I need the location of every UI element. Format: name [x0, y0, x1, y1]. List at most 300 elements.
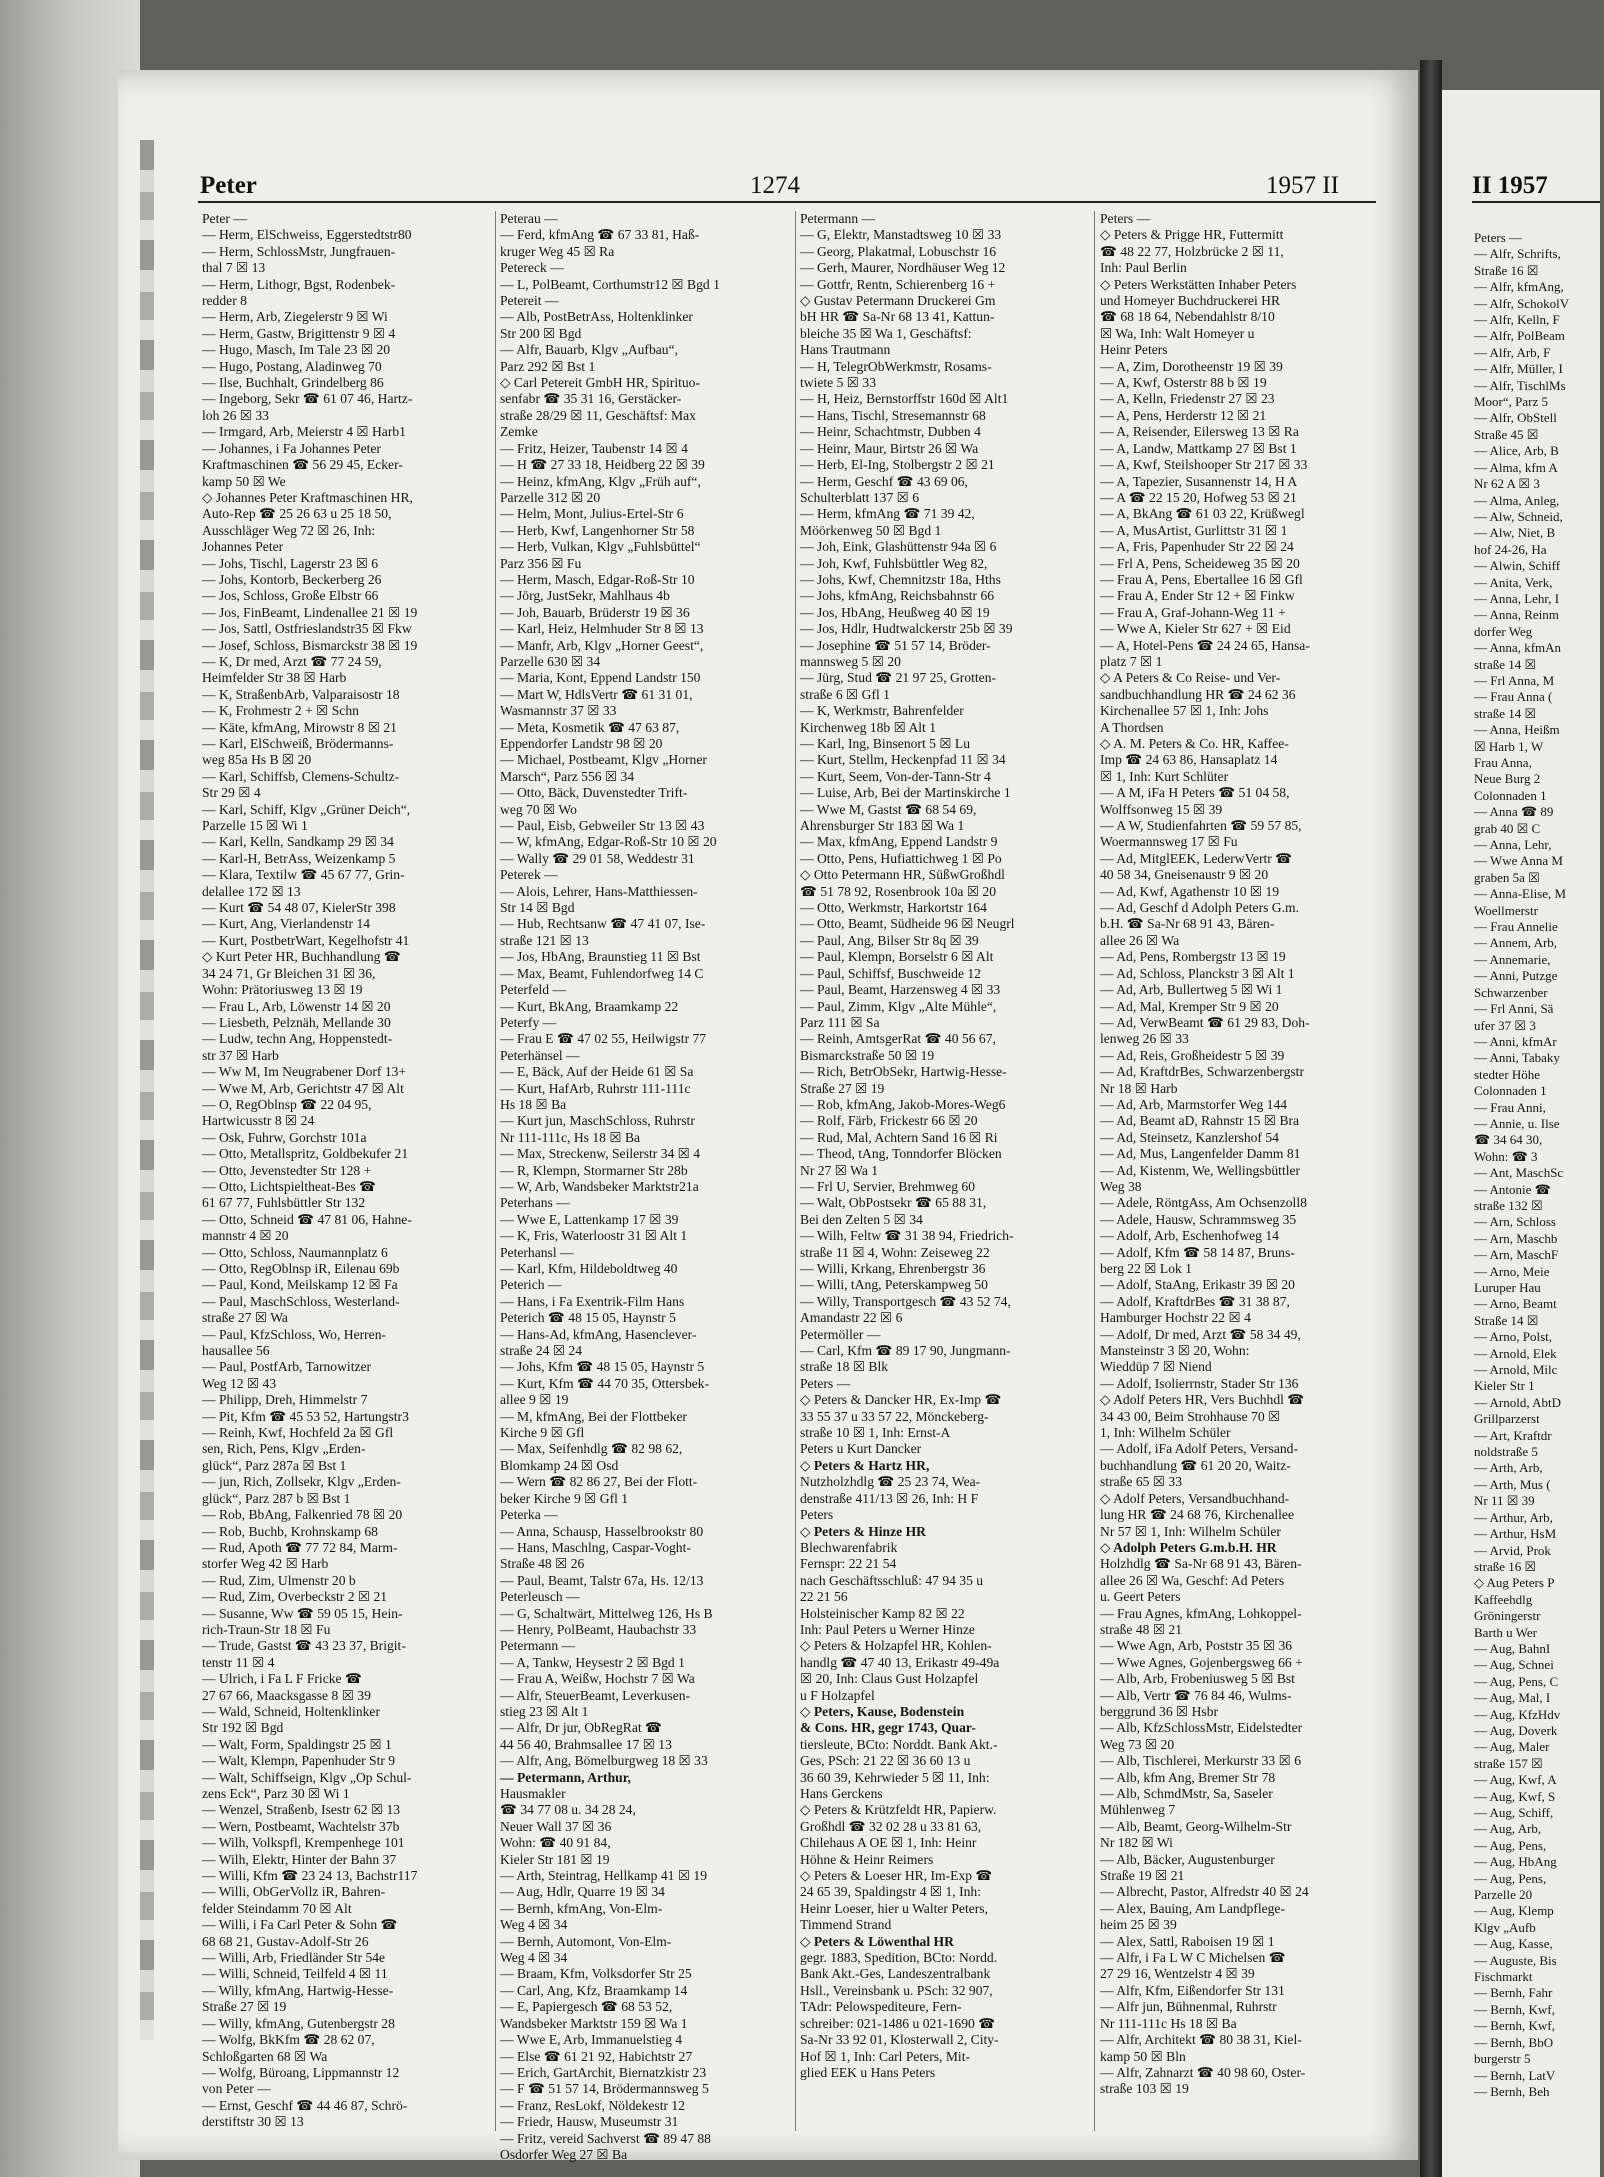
- facing-page-entry: — Arthur, HsM: [1474, 1526, 1557, 1542]
- directory-entry: allee 26 ☒ Wa: [1100, 932, 1180, 948]
- directory-entry: ◇ Peters & Loeser HR, Im-Exp ☎: [800, 1868, 993, 1884]
- directory-entry: Osdorfer Weg 27 ☒ Ba: [500, 2146, 628, 2162]
- facing-page-entry: — Arth, Arb,: [1474, 1460, 1543, 1476]
- directory-entry: von Peter —: [202, 2081, 271, 2097]
- directory-entry: — Kurt, HafArb, Ruhrstr 111-111c: [500, 1080, 691, 1096]
- directory-entry: — Alfr, Bauarb, Klgv „Aufbau“,: [500, 342, 679, 358]
- facing-page-entry: straße 14 ☒: [1474, 656, 1537, 672]
- directory-entry: — Petermann, Arthur,: [500, 1769, 631, 1785]
- directory-entry: — Frau L, Arb, Löwenstr 14 ☒ 20: [202, 998, 391, 1014]
- directory-entry: ◇ Otto Petermann HR, SüßwGroßhdl: [800, 867, 1005, 883]
- directory-entry: sen, Rich, Pens, Klgv „Erden-: [202, 1441, 366, 1457]
- directory-entry: Straße 27 ☒ 19: [800, 1080, 885, 1096]
- directory-entry: — Herm, SchlossMstr, Jungfrauen-: [202, 243, 396, 259]
- facing-page-entry: — Alw, Niet, B: [1474, 525, 1556, 541]
- directory-entry: — Kurt, Ang, Vierlandenstr 14: [202, 916, 371, 932]
- directory-entry: — Paul, PostfArb, Tarnowitzer: [202, 1359, 372, 1375]
- directory-entry: hausallee 56: [202, 1343, 270, 1359]
- facing-page-entry: — Anita, Verk,: [1474, 574, 1553, 590]
- directory-entry: Schloßgarten 68 ☒ Wa: [202, 2048, 328, 2064]
- facing-page-entry: — Alfr, ObStell: [1474, 410, 1557, 426]
- directory-entry: — Alb, Vertr ☎ 76 84 46, Wulms-: [1100, 1687, 1292, 1703]
- directory-entry: ◇ Carl Petereit GmbH HR, Spirituo-: [500, 375, 700, 391]
- facing-page-entry: Wohn: ☎ 3: [1474, 1148, 1538, 1164]
- directory-entry: — Paul, Schiffsf, Buschweide 12: [800, 965, 981, 981]
- directory-entry: 27 67 66, Maacksgasse 8 ☒ 39: [202, 1687, 371, 1703]
- directory-entry: buchhandlung ☎ 61 20 20, Waitz-: [1100, 1457, 1291, 1473]
- directory-entry: glück“, Parz 287a ☒ Bst 1: [202, 1457, 347, 1473]
- directory-entry: — Jörg, JustSekr, Mahlhaus 4b: [500, 588, 670, 604]
- directory-entry: — H, TelegrObWerkmstr, Rosams-: [800, 358, 992, 374]
- directory-entry: Marsch“, Parz 556 ☒ 34: [500, 768, 635, 784]
- directory-entry: loh 26 ☒ 33: [202, 407, 269, 423]
- directory-entry: — Fritz, vereid Sachverst ☎ 89 47 88: [500, 2130, 711, 2146]
- facing-page-entry: Nr 11 ☒ 39: [1474, 1493, 1535, 1509]
- directory-entry: Straße 48 ☒ 26: [500, 1556, 585, 1572]
- directory-entry: gegr. 1883, Spedition, BCto: Nordd.: [800, 1950, 998, 1966]
- directory-entry: Peterhans —: [500, 1195, 570, 1211]
- directory-entry: — Alb, PostBetrAss, Holtenklinker: [500, 309, 693, 325]
- directory-entry: straße 48 ☒ 21: [1100, 1621, 1183, 1637]
- directory-entry: Heimfelder Str 38 ☒ Harb: [202, 670, 347, 686]
- directory-entry: Peterau —: [500, 211, 558, 226]
- directory-entry: — K, Werkmstr, Bahrenfelder: [800, 703, 964, 719]
- directory-entry: 34 24 71, Gr Bleichen 31 ☒ 36,: [202, 965, 376, 981]
- facing-page-entry: — Aug, Pens, C: [1474, 1673, 1559, 1689]
- running-head-name: Peter: [200, 172, 257, 199]
- directory-entry: — F ☎ 51 57 14, Brödermannsweg 5: [500, 2081, 709, 2097]
- directory-entry: — Johs, Tischl, Lagerstr 23 ☒ 6: [202, 555, 379, 571]
- facing-page-head: II 1957: [1472, 172, 1548, 199]
- directory-entry: — A M, iFa H Peters ☎ 51 04 58,: [1100, 785, 1290, 801]
- directory-entry: — Willi, tAng, Peterskampweg 50: [800, 1277, 988, 1293]
- directory-entry: 27 29 16, Wentzelstr 4 ☒ 39: [1100, 1966, 1255, 1982]
- directory-entry: Hartwicusstr 8 ☒ 24: [202, 1113, 315, 1129]
- book-gutter: [1420, 60, 1442, 2177]
- directory-entry: — Carl, Ang, Kfz, Braamkamp 14: [500, 1982, 688, 1998]
- directory-entry: — Franz, ResLokf, Nöldekestr 12: [500, 2097, 685, 2113]
- directory-entry: — Herm, Gastw, Brigittenstr 9 ☒ 4: [202, 325, 396, 341]
- directory-entry: Parz 356 ☒ Fu: [500, 555, 582, 571]
- facing-page-entry: — Arno, Beamt: [1474, 1296, 1557, 1312]
- directory-entry: — Willi, Kfm ☎ 23 24 13, Bachstr117: [202, 1868, 418, 1884]
- header-rule: [198, 201, 1376, 203]
- directory-entry: ◇ Peters Werkstätten Inhaber Peters: [1100, 276, 1297, 292]
- directory-entry: — Rob, BbAng, Falkenried 78 ☒ 20: [202, 1507, 403, 1523]
- directory-entry: 33 55 37 u 33 57 22, Mönckeberg-: [800, 1408, 989, 1424]
- directory-entry: straße 6 ☒ Gfl 1: [800, 686, 890, 702]
- directory-entry: — Alfr jun, Bühnenmal, Ruhrstr: [1100, 1999, 1277, 2015]
- facing-page-entry: — Arvid, Prok: [1474, 1542, 1551, 1558]
- directory-entry: Hs 18 ☒ Ba: [500, 1096, 567, 1112]
- directory-entry: — Friedr, Hausw, Museumstr 31: [500, 2114, 679, 2130]
- directory-entry: — Wilh, Feltw ☎ 31 38 94, Friedrich-: [800, 1228, 1014, 1244]
- facing-page-entry: — Arnold, Elek: [1474, 1345, 1557, 1361]
- facing-page-entry: — Alfr, Kelln, F: [1474, 312, 1560, 328]
- directory-entry: — Paul, Kond, Meilskamp 12 ☒ Fa: [202, 1277, 398, 1293]
- directory-entry: — A, Landw, Mattkamp 27 ☒ Bst 1: [1100, 440, 1297, 456]
- directory-entry: berg 22 ☒ Lok 1: [1100, 1261, 1192, 1276]
- directory-entry: — Rud, Apoth ☎ 77 72 84, Marm-: [202, 1539, 398, 1555]
- directory-entry: ☎ 34 77 08 u. 34 28 24,: [500, 1802, 636, 1818]
- directory-entry: — Ad, KraftdrBes, Schwarzenbergstr: [1100, 1064, 1304, 1080]
- directory-entry: — Paul, Beamt, Harzensweg 4 ☒ 33: [800, 982, 1001, 998]
- facing-page-entry: straße 14 ☒: [1474, 705, 1537, 721]
- directory-entry: — Wwe M, Gastst ☎ 68 54 69,: [800, 801, 977, 817]
- directory-entry: — Alois, Lehrer, Hans-Matthiessen-: [500, 883, 698, 899]
- facing-page-entry: Parzelle 20: [1474, 1887, 1533, 1903]
- directory-entry: — Ad, Schloss, Planckstr 3 ☒ Alt 1: [1100, 965, 1295, 981]
- directory-entry: ◇ Adolph Peters G.m.b.H. HR: [1100, 1539, 1277, 1555]
- directory-entry: — Herb, El-Ing, Stolbergstr 2 ☒ 21: [800, 457, 995, 473]
- directory-entry: beker Kirche 9 ☒ Gfl 1: [500, 1490, 629, 1506]
- facing-page-entry: — Anni, Tabaky: [1474, 1050, 1560, 1066]
- directory-entry: Mühlenweg 7: [1100, 1802, 1176, 1818]
- directory-entry: — Johannes, i Fa Johannes Peter: [202, 440, 381, 456]
- column-2: [500, 211, 790, 2162]
- facing-page-entry: Straße 16 ☒: [1474, 262, 1539, 278]
- directory-entry: — Willi, i Fa Carl Peter & Sohn ☎: [202, 1917, 398, 1933]
- directory-entry: — Gerh, Maurer, Nordhäuser Weg 12: [800, 260, 1006, 276]
- directory-entry: ☎ 51 78 92, Rosenbrook 10a ☒ 20: [800, 883, 997, 899]
- directory-entry: — Gottfr, Rentn, Schierenberg 16 +: [800, 276, 996, 292]
- directory-entry: — A, MusArtist, Gurlittstr 31 ☒ 1: [1100, 522, 1288, 538]
- directory-entry: ◇ Peters & Löwenthal HR: [800, 1933, 954, 1949]
- facing-page-entry: — Arnold, Milc: [1474, 1362, 1558, 1378]
- directory-entry: rich-Traun-Str 18 ☒ Fu: [202, 1621, 331, 1637]
- directory-entry: — A ☎ 22 15 20, Hofweg 53 ☒ 21: [1100, 489, 1297, 505]
- facing-page-entry: grab 40 ☒ C: [1474, 820, 1541, 836]
- directory-entry: Auto-Rep ☎ 25 26 63 u 25 18 50,: [202, 506, 392, 522]
- facing-page-entry: Frau Anna,: [1474, 755, 1532, 770]
- facing-page-entry: — Alma, kfm A: [1474, 459, 1558, 475]
- facing-page-entry: Nr 62 A ☒ 3: [1474, 476, 1540, 492]
- directory-entry: Hans Gerckens: [800, 1786, 883, 1801]
- directory-entry: — M, kfmAng, Bei der Flottbeker: [500, 1408, 687, 1424]
- facing-page-entry: dorfer Weg: [1474, 623, 1533, 639]
- directory-entry: thal 7 ☒ 13: [202, 260, 266, 276]
- facing-page-entry: Klgv „Aufb: [1474, 1919, 1536, 1935]
- directory-entry: Imp ☎ 24 63 86, Hansaplatz 14: [1100, 752, 1278, 768]
- directory-entry: redder 8: [202, 293, 247, 309]
- facing-page-entry: — Anni, Putzge: [1474, 968, 1558, 984]
- directory-entry: ◇ Peters & Prigge HR, Futtermitt: [1100, 227, 1284, 243]
- directory-entry: — Willi, Arb, Friedländer Str 54e: [202, 1950, 386, 1966]
- directory-entry: — Karl, Kelln, Sandkamp 29 ☒ 34: [202, 834, 394, 850]
- directory-entry: — Henry, PolBeamt, Haubachstr 33: [500, 1621, 697, 1637]
- directory-entry: Holsteinischer Kamp 82 ☒ 22: [800, 1605, 965, 1621]
- directory-entry: — E, Papiergesch ☎ 68 53 52,: [500, 1999, 673, 2015]
- directory-entry: kamp 50 ☒ We: [202, 473, 286, 489]
- directory-entry: — Alfr, SteuerBeamt, Leverkusen-: [500, 1687, 691, 1703]
- directory-entry: Peterfeld —: [500, 982, 567, 998]
- facing-page-entry: — Arn, MaschF: [1474, 1247, 1559, 1263]
- directory-entry: Wasmannstr 37 ☒ 33: [500, 703, 617, 719]
- directory-entry: derstiftstr 30 ☒ 13: [202, 2114, 304, 2130]
- directory-entry: — Pit, Kfm ☎ 45 53 52, Hartungstr3: [202, 1408, 409, 1424]
- directory-entry: Nr 27 ☒ Wa 1: [800, 1162, 879, 1178]
- directory-entry: — A, Zim, Dorotheenstr 19 ☒ 39: [1100, 358, 1283, 374]
- facing-page-entry: Kieler Str 1: [1474, 1378, 1535, 1394]
- directory-entry: Großhdl ☎ 32 02 28 u 33 81 63,: [800, 1818, 982, 1834]
- directory-entry: — Alfr, Zahnarzt ☎ 40 98 60, Oster-: [1100, 2064, 1306, 2080]
- directory-entry: — Otto, Pens, Hufiattichweg 1 ☒ Po: [800, 850, 1002, 866]
- directory-entry: straße 11 ☒ 4, Wohn: Zeiseweg 22: [800, 1244, 990, 1260]
- directory-entry: Hof ☒ 1, Inh: Carl Peters, Mit-: [800, 2048, 971, 2064]
- directory-entry: storfer Weg 42 ☒ Harb: [202, 1556, 329, 1572]
- directory-entry: Peterek —: [500, 867, 558, 883]
- directory-entry: A Thordsen: [1100, 719, 1164, 735]
- directory-entry: — Frau Agnes, kfmAng, Lohkoppel-: [1100, 1605, 1302, 1621]
- directory-entry: Str 200 ☒ Bgd: [500, 325, 582, 341]
- directory-entry: straße 10 ☒ 1, Inh: Ernst-A: [800, 1425, 951, 1441]
- directory-entry: ☒ 20, Inh: Claus Gust Holzapfel: [800, 1671, 979, 1687]
- directory-entry: — Michael, Postbeamt, Klgv „Horner: [500, 752, 707, 768]
- facing-page-entry: noldstraße 5: [1474, 1444, 1538, 1460]
- directory-entry: — K, Frohmestr 2 + ☒ Schn: [202, 703, 359, 719]
- directory-entry: ◇ Peters & Hartz HR,: [800, 1457, 930, 1473]
- directory-entry: — A, Hotel-Pens ☎ 24 24 65, Hansa-: [1100, 637, 1310, 653]
- directory-entry: — Herm, Geschf ☎ 43 69 06,: [800, 473, 968, 489]
- directory-entry: Peters: [800, 1507, 834, 1523]
- directory-entry: Weg 4 ☒ 34: [500, 1950, 568, 1966]
- directory-entry: — Herb, Vulkan, Klgv „Fuhlsbüttel“: [500, 539, 701, 555]
- directory-entry: — Wally ☎ 29 01 58, Weddestr 31: [500, 850, 695, 866]
- directory-entry: Heinr Loeser, hier u Walter Peters,: [800, 1900, 988, 1916]
- directory-entry: — Heinz, kfmAng, Klgv „Früh auf“,: [500, 473, 701, 489]
- directory-entry: — Ad, Mal, Kremper Str 9 ☒ 20: [1100, 998, 1279, 1014]
- directory-entry: allee 9 ☒ 19: [500, 1392, 569, 1408]
- facing-page-entry: — Frl Anni, Sä: [1474, 1001, 1554, 1017]
- facing-page-entry: Neue Burg 2: [1474, 771, 1541, 787]
- directory-entry: — Ernst, Geschf ☎ 44 46 87, Schrö-: [202, 2097, 408, 2113]
- directory-entry: Peters u Kurt Dancker: [800, 1441, 922, 1457]
- directory-entry: — Adolf, Arb, Eschenhofweg 14: [1100, 1228, 1279, 1244]
- directory-entry: — Adele, RöntgAss, Am Ochsenzoll8: [1100, 1195, 1307, 1211]
- directory-entry: — Rud, Mal, Achtern Sand 16 ☒ Ri: [800, 1129, 998, 1145]
- directory-entry: ◇ Gustav Petermann Druckerei Gm: [800, 293, 996, 309]
- directory-entry: — K, Fris, Waterloostr 31 ☒ Alt 1: [500, 1228, 688, 1244]
- directory-entry: — Walt, ObPostsekr ☎ 65 88 31,: [800, 1195, 987, 1211]
- directory-entry: — Alb, Bäcker, Augustenburger: [1100, 1851, 1275, 1867]
- directory-entry: — Bernh, Automont, Von-Elm-: [500, 1933, 672, 1949]
- facing-page-entry: Woellmerstr: [1474, 902, 1538, 918]
- directory-entry: — Karl, Schiffsb, Clemens-Schultz-: [202, 768, 400, 784]
- directory-entry: 1, Inh: Wilhelm Schüler: [1100, 1425, 1231, 1441]
- facing-page-entry: — Aug, Mal, I: [1474, 1690, 1551, 1706]
- directory-entry: — W, kfmAng, Edgar-Roß-Str 10 ☒ 20: [500, 834, 717, 850]
- facing-page-entry: — Alice, Arb, B: [1474, 443, 1559, 459]
- directory-entry: Wandsbeker Marktstr 159 ☒ Wa 1: [500, 2015, 688, 2031]
- directory-entry: — G, Schaltwärt, Mittelweg 126, Hs B: [500, 1605, 713, 1621]
- directory-entry: — G, Elektr, Manstadtsweg 10 ☒ 33: [800, 227, 1002, 243]
- directory-entry: Peterich ☎ 48 15 05, Haynstr 5: [500, 1310, 676, 1326]
- directory-entry: — Hans, i Fa Exentrik-Film Hans: [500, 1293, 685, 1309]
- directory-entry: — Wenzel, Straßenb, Isestr 62 ☒ 13: [202, 1802, 401, 1818]
- directory-entry: ◇ Peters & Dancker HR, Ex-Imp ☎: [800, 1392, 1002, 1408]
- directory-entry: ◇ A. M. Peters & Co. HR, Kaffee-: [1100, 736, 1289, 751]
- page-number: 1274: [750, 172, 800, 199]
- directory-entry: — A, Tapezier, Susannenstr 14, H A: [1100, 473, 1298, 489]
- facing-page-entry: — Alfr, TischlMs: [1474, 377, 1566, 393]
- facing-page-entry: Schwarzenber: [1474, 984, 1548, 1000]
- directory-entry: — Ludw, techn Ang, Hoppenstedt-: [202, 1031, 393, 1047]
- directory-entry: — Hans, Maschlng, Caspar-Voght-: [500, 1539, 691, 1555]
- directory-entry: Petereck —: [500, 260, 564, 276]
- directory-entry: — Paul, Zimm, Klgv „Alte Mühle“,: [800, 998, 997, 1014]
- facing-page-entry: — Bernh, BbO: [1474, 2034, 1554, 2050]
- directory-entry: Blomkamp 24 ☒ Osd: [500, 1457, 619, 1473]
- facing-page-entry: Colonnaden 1: [1474, 1083, 1547, 1099]
- directory-entry: — Otto, Bäck, Duvenstedter Trift-: [500, 785, 688, 801]
- facing-page-rule: [1472, 201, 1600, 203]
- directory-entry: bleiche 35 ☒ Wa 1, Geschäftsf:: [800, 325, 972, 341]
- directory-entry: Peters —: [800, 1375, 851, 1391]
- directory-entry: Kirche 9 ☒ Gfl: [500, 1425, 585, 1441]
- directory-entry: Petereit —: [500, 293, 559, 309]
- directory-entry: — A W, Studienfahrten ☎ 59 57 85,: [1100, 818, 1302, 834]
- directory-entry: — Johs, kfmAng, Reichsbahnstr 66: [800, 588, 995, 604]
- directory-entry: — Wwe E, Lattenkamp 17 ☒ 39: [500, 1211, 679, 1227]
- facing-page-entry: — Aug, HbAng: [1474, 1854, 1557, 1870]
- directory-entry: weg 70 ☒ Wo: [500, 801, 577, 817]
- directory-entry: Mansteinstr 3 ☒ 20, Wohn:: [1100, 1343, 1250, 1359]
- directory-entry: Inh: Paul Peters u Werner Hinze: [800, 1621, 975, 1637]
- facing-page-column: [1474, 230, 1604, 2100]
- page-edge-strip: [140, 140, 154, 2040]
- directory-entry: — Adolf, Kfm ☎ 58 14 87, Bruns-: [1100, 1244, 1295, 1260]
- directory-entry: u. Geert Peters: [1100, 1589, 1181, 1605]
- directory-entry: — Alfr, i Fa L W C Michelsen ☎: [1100, 1950, 1286, 1966]
- directory-entry: schreiber: 021-1486 u 021-1690 ☎: [800, 2015, 996, 2031]
- facing-page-entry: — Alfr, Schrifts,: [1474, 246, 1561, 262]
- directory-entry: tenstr 11 ☒ 4: [202, 1654, 275, 1670]
- facing-page-entry: Straße 45 ☒: [1474, 426, 1539, 442]
- directory-entry: nach Geschäftsschluß: 47 94 35 u: [800, 1572, 984, 1588]
- directory-entry: — Alex, Bauing, Am Landpflege-: [1100, 1900, 1285, 1916]
- facing-page-entry: — Bernh, LatV: [1474, 2067, 1556, 2083]
- directory-entry: — Heinr, Schachtmstr, Dubben 4: [800, 424, 981, 440]
- directory-entry: — Frau E ☎ 47 02 55, Heilwigstr 77: [500, 1031, 707, 1047]
- directory-entry: — Max, Beamt, Fuhlendorfweg 14 C: [500, 965, 704, 981]
- directory-entry: — Herb, Kwf, Langenhorner Str 58: [500, 522, 695, 538]
- facing-page-entry: — Bernh, Fahr: [1474, 1985, 1553, 2001]
- facing-page-entry: — Annem, Arb,: [1474, 935, 1558, 951]
- directory-entry: Fernspr: 22 21 54: [800, 1556, 897, 1572]
- directory-entry: Hans Trautmann: [800, 342, 891, 358]
- directory-entry: — K, Dr med, Arzt ☎ 77 24 59,: [202, 653, 382, 669]
- directory-entry: — Herm, kfmAng ☎ 71 39 42,: [800, 506, 975, 522]
- facing-page-entry: Moor“, Parz 5: [1474, 394, 1549, 410]
- directory-entry: Kraftmaschinen ☎ 56 29 45, Ecker-: [202, 457, 403, 473]
- directory-entry: — Wwe Agn, Arb, Poststr 35 ☒ 36: [1100, 1638, 1293, 1654]
- directory-entry: Kirchenweg 18b ☒ Alt 1: [800, 719, 937, 735]
- directory-entry: — Jürg, Stud ☎ 21 97 25, Grotten-: [800, 670, 997, 686]
- directory-entry: Str 14 ☒ Bgd: [500, 900, 575, 916]
- facing-page-entry: — Arn, Maschb: [1474, 1230, 1558, 1246]
- directory-entry: mannstr 4 ☒ 20: [202, 1228, 289, 1244]
- facing-page-entry: — Alfr, PolBeam: [1474, 328, 1565, 344]
- directory-entry: — Ferd, kfmAng ☎ 67 33 81, Haß-: [500, 227, 700, 243]
- directory-entry: Holzhdlg ☎ Sa-Nr 68 91 43, Bären-: [1100, 1556, 1302, 1572]
- directory-entry: — Otto, Schneid ☎ 47 81 06, Hahne-: [202, 1211, 412, 1227]
- directory-entry: Parzelle 312 ☒ 20: [500, 489, 601, 505]
- directory-entry: Ahrensburger Str 183 ☒ Wa 1: [800, 818, 965, 834]
- directory-entry: — Rud, Zim, Ulmenstr 20 b: [202, 1572, 356, 1588]
- directory-entry: ☒ Wa, Inh: Walt Homeyer u: [1100, 325, 1255, 341]
- directory-entry: — Walt, Form, Spaldingstr 25 ☒ 1: [202, 1736, 392, 1752]
- directory-entry: — Rich, BetrObSekr, Hartwig-Hesse-: [800, 1064, 1007, 1080]
- directory-entry: — A, Kwf, Steilshooper Str 217 ☒ 33: [1100, 457, 1308, 473]
- facing-page-entry: — Aug, Kasse,: [1474, 1936, 1553, 1952]
- directory-entry: Nr 111-111c Hs 18 ☒ Ba: [1100, 2015, 1237, 2031]
- directory-entry: — Jos, Sattl, Ostfrieslandstr35 ☒ Fkw: [202, 621, 412, 637]
- directory-entry: Wohn: Prätoriusweg 13 ☒ 19: [202, 982, 363, 998]
- directory-entry: — Ad, Geschf d Adolph Peters G.m.: [1100, 900, 1299, 916]
- directory-entry: — Joh, Kwf, Fuhlsbüttler Weg 82,: [800, 555, 988, 571]
- directory-entry: Bei den Zelten 5 ☒ 34: [800, 1211, 923, 1227]
- directory-entry: — Johs, Kwf, Chemnitzstr 18a, Hths: [800, 571, 1001, 587]
- directory-entry: sandbuchhandlung HR ☎ 24 62 36: [1100, 686, 1296, 702]
- directory-entry: — Alb, SchmdMstr, Sa, Saseler: [1100, 1786, 1273, 1801]
- directory-entry: glied EEK u Hans Peters: [800, 2064, 936, 2080]
- facing-page-entry: — Aug, Pens,: [1474, 1870, 1547, 1886]
- directory-entry: — Herm, ElSchweiss, Eggerstedtstr80: [202, 227, 412, 243]
- directory-entry: Wieddüp 7 ☒ Niend: [1100, 1359, 1212, 1375]
- directory-entry: — Kurt jun, MaschSchloss, Ruhrstr: [500, 1113, 695, 1129]
- directory-entry: Petermann —: [500, 1638, 576, 1654]
- facing-page-entry: Grillparzerst: [1474, 1411, 1540, 1427]
- facing-page-entry: graben 5a ☒: [1474, 869, 1540, 885]
- facing-page-entry: — Alfr, Müller, I: [1474, 361, 1563, 377]
- facing-page-entry: straße 132 ☒: [1474, 1197, 1543, 1213]
- directory-entry: — Adolf, StaAng, Erikastr 39 ☒ 20: [1100, 1277, 1295, 1293]
- directory-entry: Hamburger Hochstr 22 ☒ 4: [1100, 1310, 1251, 1326]
- directory-entry: senfabr ☎ 35 31 16, Gerstäcker-: [500, 391, 682, 407]
- directory-entry: ◇ Adolf Peters HR, Vers Buchhdl ☎: [1100, 1392, 1305, 1408]
- directory-entry: — Karl, Ing, Binsenort 5 ☒ Lu: [800, 736, 971, 751]
- directory-entry: — Max, Streckenw, Seilerstr 34 ☒ 4: [500, 1146, 701, 1162]
- directory-entry: — K, StraßenbArb, Valparaisostr 18: [202, 686, 400, 702]
- directory-entry: — Ilse, Buchhalt, Grindelberg 86: [202, 375, 384, 391]
- directory-entry: Nr 57 ☒ 1, Inh: Wilhelm Schüler: [1100, 1523, 1281, 1539]
- directory-entry: — Alb, Arb, Frobeniusweg 5 ☒ Bst: [1100, 1671, 1295, 1687]
- directory-entry: — Jos, FinBeamt, Lindenallee 21 ☒ 19: [202, 604, 418, 620]
- directory-entry: — Meta, Kosmetik ☎ 47 63 87,: [500, 719, 680, 735]
- directory-entry: ◇ Johannes Peter Kraftmaschinen HR,: [202, 489, 413, 505]
- directory-entry: 40 58 34, Gneisenaustr 9 ☒ 20: [1100, 867, 1269, 883]
- directory-entry: — Otto, Beamt, Südheide 96 ☒ Neugrl: [800, 916, 1015, 932]
- facing-page-entry: — Alfr, Arb, F: [1474, 344, 1551, 360]
- directory-entry: — Irmgard, Arb, Meierstr 4 ☒ Harb1: [202, 424, 406, 440]
- directory-entry: — Paul, Eisb, Gebweiler Str 13 ☒ 43: [500, 818, 705, 834]
- directory-entry: Woermannsweg 17 ☒ Fu: [1100, 834, 1238, 850]
- directory-entry: — Ad, MitglEEK, LederwVertr ☎: [1100, 850, 1293, 866]
- directory-entry: Nutzholzhdlg ☎ 25 23 74, Wea-: [800, 1474, 981, 1490]
- directory-entry: 44 56 40, Brahmsallee 17 ☒ 13: [500, 1736, 672, 1752]
- directory-entry: — Herm, Arb, Ziegelerstr 9 ☒ Wi: [202, 309, 388, 325]
- directory-entry: — Fritz, Heizer, Taubenstr 14 ☒ 4: [500, 440, 688, 456]
- directory-entry: — Käte, kfmAng, Mirowstr 8 ☒ 21: [202, 719, 397, 735]
- directory-entry: Str 29 ☒ 4: [202, 785, 261, 801]
- column-divider: [495, 211, 496, 2131]
- directory-entry: — Jos, HbAng, Heußweg 40 ☒ 19: [800, 604, 990, 620]
- facing-page-entry: — Bernh, Kwf,: [1474, 2001, 1555, 2017]
- directory-entry: — Willy, Transportgesch ☎ 43 52 74,: [800, 1293, 1011, 1309]
- facing-page-entry: Gröningerstr: [1474, 1608, 1541, 1624]
- directory-entry: — Ad, Steinsetz, Kanzlershof 54: [1100, 1129, 1279, 1145]
- directory-entry: — Wilh, Volkspfl, Krempenhege 101: [202, 1835, 405, 1851]
